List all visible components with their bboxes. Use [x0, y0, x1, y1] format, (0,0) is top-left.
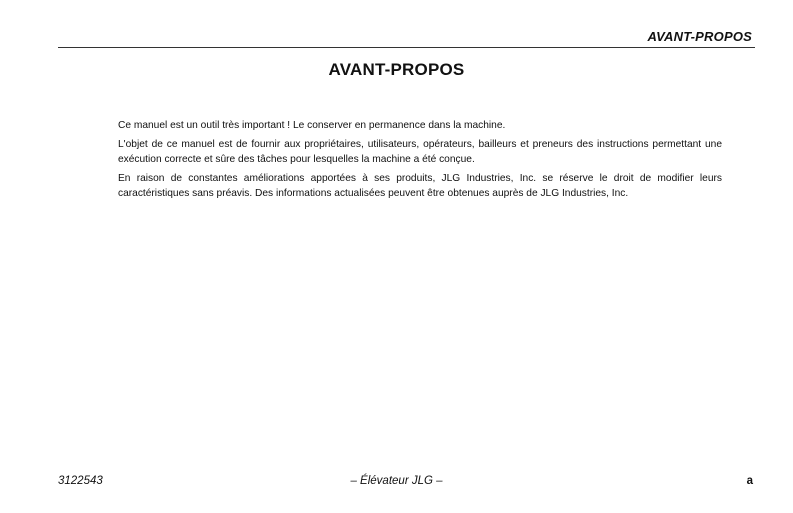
page-title: AVANT-PROPOS: [328, 60, 465, 79]
body-text: [118, 118, 722, 205]
footer-document-number: 3122543: [58, 475, 103, 487]
paragraph-importance: Ce manuel est un outil très important ! Le conserver en permanence dans la machine.: [118, 120, 506, 131]
paragraph-improvements: En raison de constantes améliorations apportées à ses produits, JLG Industries, Inc. se réserve le droit de modifier leurs caractéristiques sans préavis. Des informations actualisées peuvent être obtenues auprès de JLG Industries, Inc.: [118, 173, 722, 199]
footer-center-title: – Élévateur JLG –: [350, 475, 443, 487]
paragraph-purpose: L'objet de ce manuel est de fournir aux propriétaires, utilisateurs, opérateurs, bailleurs et preneurs des instructions permettant une exécution correcte et sûre des tâches pour lesquelles la machine a été conçue.: [118, 139, 722, 165]
running-header-title: AVANT-PROPOS: [647, 29, 752, 44]
footer-page-label: a: [746, 475, 753, 487]
header-divider: [58, 47, 755, 48]
